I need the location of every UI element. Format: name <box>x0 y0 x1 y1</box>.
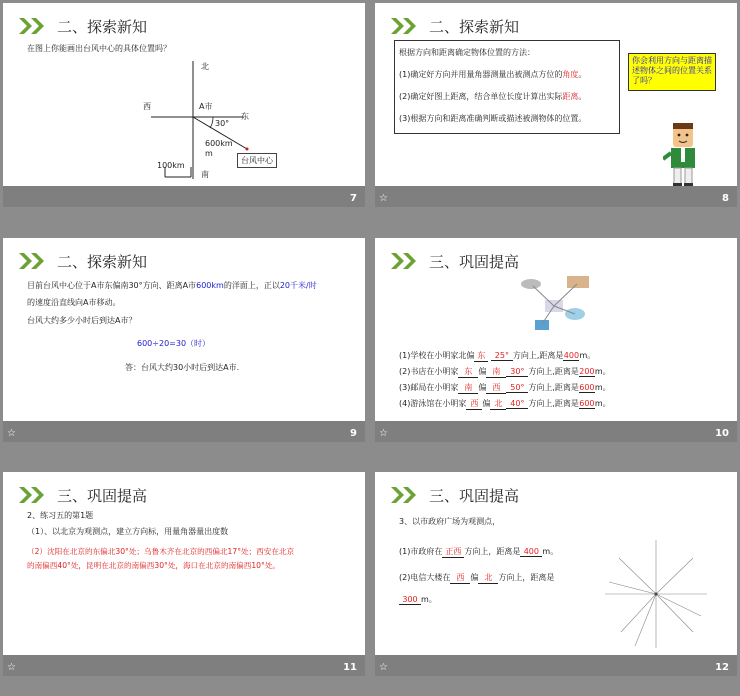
teacher-figure-icon <box>663 121 713 187</box>
slide-12[interactable] <box>375 472 737 676</box>
answer-row-4: (4)游泳馆在小明家 西 偏 北 40° 方向上,距离是600m。 <box>399 399 611 408</box>
slide-7[interactable] <box>3 3 365 207</box>
slide-header <box>17 250 147 272</box>
star-icon: ☆ <box>379 428 388 439</box>
method-step-3: (3)根据方向和距离准确判断或描述被测物体的位置。 <box>399 114 587 123</box>
chevrons-icon <box>17 485 51 505</box>
slide-footer <box>375 186 737 207</box>
label-distance-unit: m <box>205 149 213 158</box>
label-city: A市 <box>199 102 213 111</box>
star-icon: ☆ <box>379 193 388 204</box>
answer-row-2: (2)书店在小明家 东 偏 南 30° 方向上,距离是200m。 <box>399 367 611 376</box>
slide-title: 二、探索新知 <box>429 17 520 36</box>
slide-10[interactable] <box>375 238 737 442</box>
problem-line-1: 目前台风中心位于A市东偏南30°方向、距离A市600km的洋面上，正以20千米/时 <box>27 281 317 290</box>
slide-title: 三、巩固提高 <box>429 252 520 271</box>
method-step-1: (1)确定好方向并用量角器测量出被测点方位的角度。 <box>399 70 587 79</box>
radial-direction-diagram <box>601 536 711 652</box>
slide-8[interactable] <box>375 3 737 207</box>
label-scale: 100km <box>157 161 185 170</box>
chevrons-icon <box>389 485 423 505</box>
slide-footer <box>3 421 365 442</box>
label-south: 南 <box>201 170 209 179</box>
star-icon: ☆ <box>7 662 16 673</box>
compass-diagram <box>133 53 293 193</box>
method-step-2: (2)确定好图上距离，结合单位长度计算出实际距离。 <box>399 92 587 101</box>
speech-bubble <box>628 53 716 91</box>
slide-header <box>17 15 147 37</box>
star-icon: ☆ <box>379 662 388 673</box>
slide-title: 三、巩固提高 <box>57 486 148 505</box>
method-heading: 根据方向和距离确定物体位置的方法： <box>399 48 535 57</box>
map-illustration <box>505 274 605 338</box>
star-icon: ☆ <box>7 428 16 439</box>
answer-row-3: (3)邮局在小明家 南 偏 西 50° 方向上,距离是600m。 <box>399 383 611 392</box>
exercise-part-1: （1）、以北京为观测点，建立方向标，用量角器量出度数 <box>27 527 229 536</box>
problem-line-2: 的速度沿直线向A市移动。 <box>27 298 121 307</box>
slide-title: 二、探索新知 <box>57 252 148 271</box>
exercise-intro: 3、以市政府广场为观测点， <box>399 517 501 526</box>
calculation: 600÷20=30（时） <box>137 339 211 348</box>
slide-number: 7 <box>350 193 357 204</box>
slide-11[interactable] <box>3 472 365 676</box>
typhoon-label: 台风中心 <box>237 153 277 168</box>
slide-header <box>17 484 147 506</box>
chevrons-icon <box>17 251 51 271</box>
problem-question: 台风大约多少小时后到达A市？ <box>27 316 137 325</box>
slide-footer <box>3 186 365 207</box>
exercise-q1: (1)市政府在 正西 方向上，距离是 400 m。 <box>399 547 559 556</box>
slide-number: 9 <box>350 428 357 439</box>
chevrons-icon <box>17 16 51 36</box>
question-text: 在图上你能画出台风中心的具体位置吗？ <box>27 44 171 53</box>
slide-title: 三、巩固提高 <box>429 486 520 505</box>
slide-number: 8 <box>722 193 729 204</box>
label-angle: 30° <box>215 119 230 128</box>
exercise-label: 2、练习五的第1题 <box>27 511 94 520</box>
slide-number: 11 <box>343 662 357 673</box>
slide-footer <box>375 655 737 676</box>
slide-title: 二、探索新知 <box>57 17 148 36</box>
chevrons-icon <box>389 251 423 271</box>
slide-footer <box>375 421 737 442</box>
slide-9[interactable] <box>3 238 365 442</box>
exercise-q2-cont: 300 m。 <box>399 594 437 605</box>
answer-row-1: (1)学校在小明家北偏 东 25° 方向上,距离是400m。 <box>399 351 596 360</box>
bubble-text: 你会利用方向与距离描述物体之间的位置关系了吗？ <box>632 56 712 85</box>
slide-header <box>389 484 519 506</box>
label-west: 西 <box>143 102 151 111</box>
slide-header <box>389 250 519 272</box>
slide-footer <box>3 655 365 676</box>
slide-number: 12 <box>715 662 729 673</box>
slide-number: 10 <box>715 428 729 439</box>
label-east: 东 <box>241 112 249 121</box>
label-north: 北 <box>201 62 209 71</box>
answer: 答：台风大约30小时后到达A市. <box>125 363 240 372</box>
exercise-part-2-line-1: （2）沈阳在北京的东偏北30°处；乌鲁木齐在北京的西偏北17°处；西安在北京 <box>27 547 295 556</box>
exercise-part-2-line-2: 的南偏西40°处，昆明在北京的南偏西30°处，海口在北京的南偏西10°处。 <box>27 561 281 570</box>
exercise-q2: (2)电信大楼在 西 偏 北 方向上，距离是 <box>399 573 555 582</box>
label-distance: 600km <box>205 139 233 148</box>
chevrons-icon <box>389 16 423 36</box>
slide-header <box>389 15 519 37</box>
